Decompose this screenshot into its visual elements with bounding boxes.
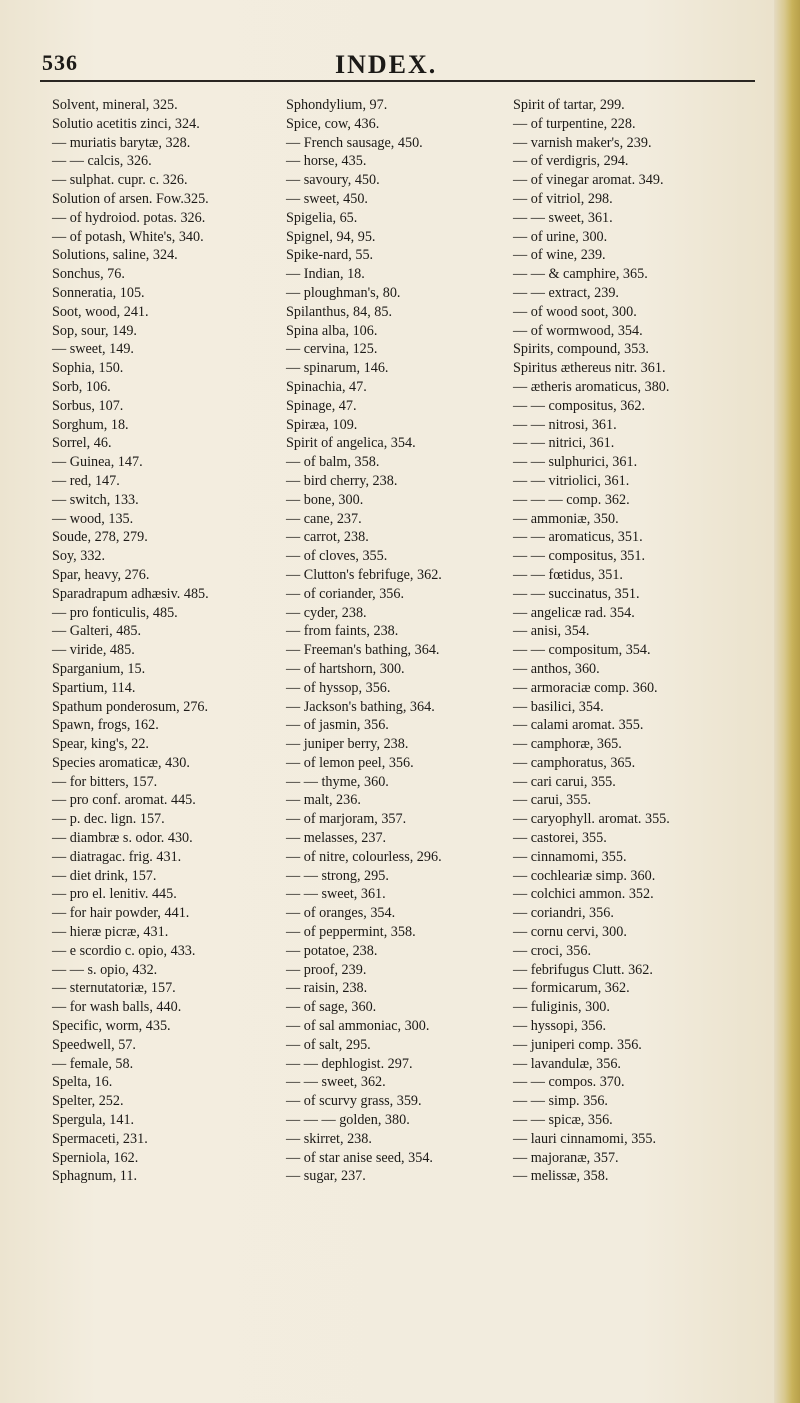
index-entry: — croci, 356. xyxy=(513,942,592,959)
index-entry: Sonchus, 76. xyxy=(52,266,125,283)
index-entry: — — spicæ, 356. xyxy=(513,1112,613,1129)
index-entry: — diatragac. frig. 431. xyxy=(52,848,182,865)
index-entry: — carui, 355. xyxy=(513,792,592,809)
index-entry: — of sage, 360. xyxy=(286,999,377,1016)
index-entry: — of salt, 295. xyxy=(286,1036,371,1053)
index-entry: Sperniola, 162. xyxy=(52,1149,139,1166)
index-entry: — of oranges, 354. xyxy=(286,905,396,922)
header-rule xyxy=(40,80,755,82)
index-entry: — — sulphurici, 361. xyxy=(513,454,638,471)
index-entry: Spartium, 114. xyxy=(52,679,136,696)
index-entry: — of balm, 358. xyxy=(286,454,380,471)
index-entry: — for bitters, 157. xyxy=(52,773,158,790)
index-entry: Spice, cow, 436. xyxy=(286,115,380,132)
index-entry: — caryophyll. aromat. 355. xyxy=(513,811,670,828)
index-entry: — of verdigris, 294. xyxy=(513,153,629,170)
index-entry: — cervina, 125. xyxy=(286,341,378,358)
index-entry: Solution of arsen. Fow.325. xyxy=(52,190,209,207)
index-entry: — of lemon peel, 356. xyxy=(286,754,414,771)
index-entry: Spiritus æthereus nitr. 361. xyxy=(513,360,666,377)
index-entry: — — nitrosi, 361. xyxy=(513,416,617,433)
index-entry: — formicarum, 362. xyxy=(513,980,630,997)
index-entry: — of vitriol, 298. xyxy=(513,190,613,207)
index-entry: Sparganium, 15. xyxy=(52,660,146,677)
index-entry: — — compositum, 354. xyxy=(513,642,651,659)
index-entry: — sweet, 450. xyxy=(286,190,368,207)
index-entry: Sorb, 106. xyxy=(52,378,111,395)
index-entry: — of potash, White's, 340. xyxy=(52,228,204,245)
index-entry: — — compositus, 351. xyxy=(513,548,646,565)
index-entry: — of sal ammoniac, 300. xyxy=(286,1018,430,1035)
index-entry: — bird cherry, 238. xyxy=(286,472,398,489)
index-entry: — cari carui, 355. xyxy=(513,773,616,790)
index-entry: — basilici, 354. xyxy=(513,698,604,715)
index-entry: — diet drink, 157. xyxy=(52,867,157,884)
index-entry: — — fœtidus, 351. xyxy=(513,566,623,583)
index-entry: — of coriander, 356. xyxy=(286,585,405,602)
index-entry: Spike-nard, 55. xyxy=(286,247,374,264)
index-entry: — — calcis, 326. xyxy=(52,153,152,170)
index-entry: — sternutatoriæ, 157. xyxy=(52,980,176,997)
index-entry: — sulphat. cupr. c. 326. xyxy=(52,172,188,189)
index-entry: Spergula, 141. xyxy=(52,1112,135,1129)
index-entry: — varnish maker's, 239. xyxy=(513,134,652,151)
index-entry: — of jasmin, 356. xyxy=(286,717,389,734)
index-entry: Sophia, 150. xyxy=(52,360,124,377)
index-entry: — red, 147. xyxy=(52,472,120,489)
index-entry: — hyssopi, 356. xyxy=(513,1018,607,1035)
index-entry: Spermaceti, 231. xyxy=(52,1130,148,1147)
index-entry: — pro el. lenitiv. 445. xyxy=(52,886,177,903)
index-entry: — febrifugus Clutt. 362. xyxy=(513,961,653,978)
index-entry: Sphondylium, 97. xyxy=(286,97,388,113)
index-entry: Speedwell, 57. xyxy=(52,1036,136,1053)
index-entry: — — nitrici, 361. xyxy=(513,435,615,452)
index-entry: — — sweet, 361. xyxy=(513,209,613,226)
index-entry: — ætheris aromaticus, 380. xyxy=(513,378,670,395)
index-entry: Spilanthus, 84, 85. xyxy=(286,303,393,320)
index-entry: — hieræ picræ, 431. xyxy=(52,924,169,941)
index-entry: — of wormwood, 354. xyxy=(513,322,643,339)
index-entry: — muriatis barytæ, 328. xyxy=(52,134,191,151)
index-entry: — — succinatus, 351. xyxy=(513,585,640,602)
index-entry: — pro fonticulis, 485. xyxy=(52,604,178,621)
index-entry: — — sweet, 361. xyxy=(286,886,386,903)
index-entry: Solvent, mineral, 325. xyxy=(52,97,178,113)
index-entry: — Freeman's bathing, 364. xyxy=(286,642,440,659)
index-entry: Spignel, 94, 95. xyxy=(286,228,376,245)
index-entry: — — s. opio, 432. xyxy=(52,961,158,978)
index-entry: — Indian, 18. xyxy=(286,266,365,283)
index-entry: Spirits, compound, 353. xyxy=(513,341,649,358)
index-entry: — colchici ammon. 352. xyxy=(513,886,654,903)
index-entry: — majoranæ, 357. xyxy=(513,1149,619,1166)
index-entry: — for hair powder, 441. xyxy=(52,905,190,922)
index-entry: Soot, wood, 241. xyxy=(52,303,149,320)
index-entry: — of wine, 239. xyxy=(513,247,606,264)
index-entry: — — — comp. 362. xyxy=(513,491,630,508)
index-entry: — of vinegar aromat. 349. xyxy=(513,172,664,189)
index-column-3 xyxy=(513,96,670,1186)
index-entry: Spelter, 252. xyxy=(52,1093,124,1110)
index-entry: — — compositus, 362. xyxy=(513,397,646,414)
index-entry: — proof, 239. xyxy=(286,961,367,978)
index-entry: — of nitre, colourless, 296. xyxy=(286,848,442,865)
index-entry: — — simp. 356. xyxy=(513,1093,608,1110)
index-entry: — coriandri, 356. xyxy=(513,905,614,922)
index-entry: Spelta, 16. xyxy=(52,1074,113,1091)
index-entry: — Guinea, 147. xyxy=(52,454,143,471)
index-entry: — — dephlogist. 297. xyxy=(286,1055,413,1072)
index-entry: — carrot, 238. xyxy=(286,529,369,546)
index-entry: — for wash balls, 440. xyxy=(52,999,182,1016)
running-head: INDEX. xyxy=(335,50,438,79)
index-entry: — viride, 485. xyxy=(52,642,135,659)
index-entry: — of scurvy grass, 359. xyxy=(286,1093,422,1110)
index-entry: — calami aromat. 355. xyxy=(513,717,644,734)
index-entry: — cyder, 238. xyxy=(286,604,367,621)
index-entry: — pro conf. aromat. 445. xyxy=(52,792,196,809)
index-entry: — of peppermint, 358. xyxy=(286,924,416,941)
index-entry: Spirit of angelica, 354. xyxy=(286,435,416,452)
index-entry: — cinnamomi, 355. xyxy=(513,848,627,865)
index-entry: Spina alba, 106. xyxy=(286,322,378,339)
index-entry: Spigelia, 65. xyxy=(286,209,358,226)
index-entry: Specific, worm, 435. xyxy=(52,1018,171,1035)
index-entry: — fuliginis, 300. xyxy=(513,999,610,1016)
index-entry: Spar, heavy, 276. xyxy=(52,566,150,583)
index-entry: Soy, 332. xyxy=(52,548,106,565)
index-entry: — Jackson's bathing, 364. xyxy=(286,698,435,715)
index-entry: — p. dec. lign. 157. xyxy=(52,811,165,828)
index-entry: Soude, 278, 279. xyxy=(52,529,148,546)
index-entry: — — & camphire, 365. xyxy=(513,266,648,283)
page-edge xyxy=(774,0,800,1403)
index-entry: — — — golden, 380. xyxy=(286,1112,410,1129)
index-entry: — armoraciæ comp. 360. xyxy=(513,679,658,696)
index-entry: — skirret, 238. xyxy=(286,1130,372,1147)
index-entry: — female, 58. xyxy=(52,1055,134,1072)
index-entry: Spirit of tartar, 299. xyxy=(513,97,625,113)
index-entry: — French sausage, 450. xyxy=(286,134,423,151)
index-entry: — — vitriolici, 361. xyxy=(513,472,630,489)
index-entry: — of hartshorn, 300. xyxy=(286,660,405,677)
index-entry: — camphoratus, 365. xyxy=(513,754,636,771)
index-entry: — melissæ, 358. xyxy=(513,1168,609,1185)
index-entry: — cochleariæ simp. 360. xyxy=(513,867,656,884)
index-entry: — of hyssop, 356. xyxy=(286,679,391,696)
index-entry: — potatoe, 238. xyxy=(286,942,378,959)
index-entry: Sop, sour, 149. xyxy=(52,322,137,339)
page-number: 536 xyxy=(42,50,78,75)
index-entry: Spawn, frogs, 162. xyxy=(52,717,159,734)
index-entry: Sparadrapum adhæsiv. 485. xyxy=(52,585,209,602)
index-entry: — — extract, 239. xyxy=(513,284,619,301)
index-entry: — — compos. 370. xyxy=(513,1074,625,1091)
index-entry: Spiræa, 109. xyxy=(286,416,358,433)
index-entry: — anisi, 354. xyxy=(513,623,590,640)
index-entry: — cornu cervi, 300. xyxy=(513,924,627,941)
index-entry: — Clutton's febrifuge, 362. xyxy=(286,566,442,583)
index-entry: Species aromaticæ, 430. xyxy=(52,754,190,771)
index-entry: — lavandulæ, 356. xyxy=(513,1055,621,1072)
index-column-1 xyxy=(52,96,209,1186)
index-entry: — of marjoram, 357. xyxy=(286,811,407,828)
index-entry: — of star anise seed, 354. xyxy=(286,1149,433,1166)
index-entry: Spinachia, 47. xyxy=(286,378,367,395)
index-entry: — raisin, 238. xyxy=(286,980,368,997)
index-entry: Spear, king's, 22. xyxy=(52,736,149,753)
index-entry: — malt, 236. xyxy=(286,792,361,809)
index-entry: — wood, 135. xyxy=(52,510,134,527)
index-entry: — ammoniæ, 350. xyxy=(513,510,619,527)
index-entry: — spinarum, 146. xyxy=(286,360,389,377)
index-entry: — camphoræ, 365. xyxy=(513,736,622,753)
index-entry: — juniperi comp. 356. xyxy=(513,1036,642,1053)
index-entry: — — thyme, 360. xyxy=(286,773,389,790)
index-entry: — cane, 237. xyxy=(286,510,362,527)
index-entry: — diambræ s. odor. 430. xyxy=(52,830,193,847)
index-entry: Sphagnum, 11. xyxy=(52,1168,137,1185)
index-entry: — — aromaticus, 351. xyxy=(513,529,643,546)
index-entry: Solutio acetitis zinci, 324. xyxy=(52,115,200,132)
index-entry: Sorghum, 18. xyxy=(52,416,129,433)
index-entry: Sorbus, 107. xyxy=(52,397,124,414)
index-entry: — of hydroiod. potas. 326. xyxy=(52,209,206,226)
index-entry: — of turpentine, 228. xyxy=(513,115,636,132)
index-entry: Spinage, 47. xyxy=(286,397,357,414)
index-entry: — of wood soot, 300. xyxy=(513,303,637,320)
index-entry: — — strong, 295. xyxy=(286,867,389,884)
index-entry: — sugar, 237. xyxy=(286,1168,366,1185)
index-entry: — horse, 435. xyxy=(286,153,367,170)
index-entry: Spathum ponderosum, 276. xyxy=(52,698,209,715)
index-entry: — of urine, 300. xyxy=(513,228,608,245)
index-entry: Sonneratia, 105. xyxy=(52,284,145,301)
index-entry: Solutions, saline, 324. xyxy=(52,247,178,264)
index-entry: — juniper berry, 238. xyxy=(286,736,409,753)
index-entry: — sweet, 149. xyxy=(52,341,134,358)
index-entry: — switch, 133. xyxy=(52,491,139,508)
index-entry: — — sweet, 362. xyxy=(286,1074,386,1091)
index-entry: — ploughman's, 80. xyxy=(286,284,401,301)
index-entry: — savoury, 450. xyxy=(286,172,380,189)
index-entry: — castorei, 355. xyxy=(513,830,607,847)
index-column-2 xyxy=(286,96,442,1186)
index-entry: — melasses, 237. xyxy=(286,830,387,847)
index-entry: — lauri cinnamomi, 355. xyxy=(513,1130,657,1147)
index-entry: Sorrel, 46. xyxy=(52,435,112,452)
index-entry: — angelicæ rad. 354. xyxy=(513,604,635,621)
index-entry: — bone, 300. xyxy=(286,491,364,508)
index-entry: — Galteri, 485. xyxy=(52,623,142,640)
index-entry: — anthos, 360. xyxy=(513,660,600,677)
index-entry: — e scordio c. opio, 433. xyxy=(52,942,196,959)
index-entry: — of cloves, 355. xyxy=(286,548,388,565)
index-entry: — from faints, 238. xyxy=(286,623,399,640)
